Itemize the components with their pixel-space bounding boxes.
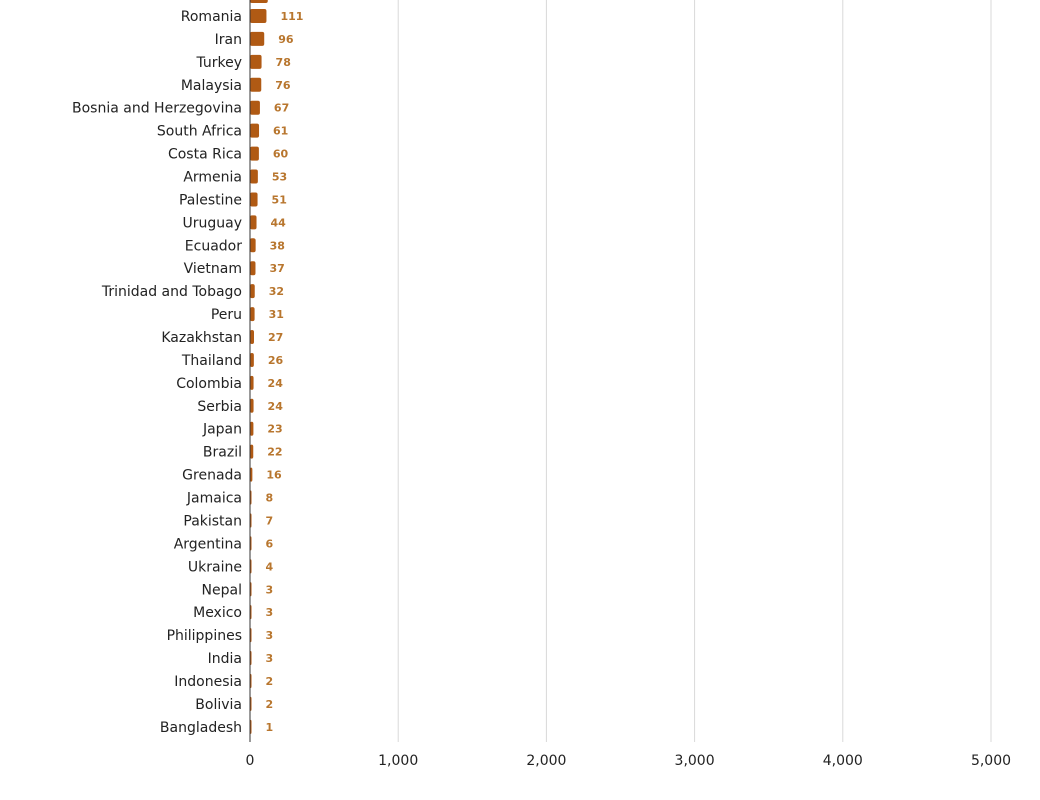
value-labels [266, 10, 304, 734]
category-label: Argentina [173, 536, 242, 553]
category-label: Brazil [202, 444, 242, 461]
value-label: 1 [265, 720, 274, 734]
category-label: Iran [214, 31, 242, 48]
value-label: 24 [267, 399, 283, 413]
category-label: Vietnam [183, 261, 242, 278]
bar [250, 78, 261, 92]
bar [250, 330, 254, 344]
value-label: 51 [271, 193, 287, 207]
category-label: Japan [202, 421, 242, 438]
bar [250, 147, 259, 161]
bar [250, 55, 262, 69]
value-label: 3 [265, 629, 274, 643]
bar [250, 215, 257, 229]
category-label: Thailand [181, 352, 242, 369]
value-label: 3 [265, 583, 274, 597]
category-label: Grenada [182, 467, 242, 484]
bar [250, 353, 254, 367]
category-label: Trinidad and Tobago [101, 284, 242, 301]
x-tick-label: 3,000 [674, 753, 715, 769]
value-label: 53 [271, 170, 288, 184]
x-tick-label: 5,000 [970, 753, 1012, 769]
value-label: 78 [275, 55, 291, 69]
bar [250, 192, 258, 206]
bar [250, 170, 258, 184]
gridlines [398, 0, 991, 742]
category-label: Uruguay [182, 215, 242, 232]
category-label: Malaysia [180, 77, 242, 94]
category-label: India [207, 651, 242, 668]
value-label: 32 [268, 285, 285, 299]
category-label: Serbia [197, 398, 242, 415]
x-tick-label: 0 [245, 753, 255, 769]
value-label: 23 [267, 422, 283, 436]
value-label: 7 [265, 514, 274, 528]
bar [250, 238, 256, 252]
value-label: 76 [275, 78, 291, 92]
bar [250, 399, 254, 413]
value-label: 2 [265, 697, 274, 711]
category-label: Pakistan [183, 513, 242, 530]
value-label: 16 [266, 468, 282, 482]
category-label: South Africa [156, 123, 242, 140]
value-label: 2 [265, 674, 274, 688]
category-label: Bolivia [195, 696, 242, 713]
x-tick-label: 4,000 [822, 753, 863, 769]
value-label: 22 [267, 445, 283, 459]
bar-cropped-top [250, 0, 268, 3]
value-label: 96 [278, 32, 294, 46]
category-labels [72, 9, 242, 736]
category-label: Peru [210, 307, 242, 324]
value-label: 37 [269, 262, 285, 276]
value-label: 26 [267, 353, 284, 367]
value-label: 67 [273, 101, 290, 115]
value-label: 3 [265, 652, 274, 666]
category-label: Costa Rica [167, 146, 242, 163]
value-label: 3 [265, 606, 274, 620]
category-label: Armenia [183, 169, 242, 186]
bar [250, 32, 264, 46]
value-label: 111 [280, 10, 304, 23]
x-axis-ticks [246, 753, 1012, 769]
value-label: 44 [270, 216, 286, 230]
bar [250, 9, 266, 23]
bar [250, 284, 255, 298]
value-label: 31 [268, 308, 284, 322]
category-label: Ecuador [184, 238, 242, 255]
category-label: Bangladesh [159, 719, 242, 736]
bar [250, 307, 255, 321]
category-label: Indonesia [174, 673, 242, 690]
value-label: 27 [268, 331, 284, 345]
bar [250, 124, 259, 138]
value-label: 60 [272, 147, 289, 161]
category-label: Mexico [193, 605, 242, 622]
bar [250, 101, 260, 115]
category-label: Kazakhstan [161, 330, 242, 347]
bars [250, 0, 268, 734]
bar [250, 422, 253, 436]
category-label: Jamaica [186, 490, 242, 507]
category-label: Romania [180, 9, 242, 25]
category-label: Palestine [178, 192, 242, 209]
category-label: Nepal [201, 582, 242, 599]
value-label: 24 [267, 376, 283, 390]
category-label: Ukraine [187, 559, 242, 576]
value-label: 4 [265, 560, 274, 574]
category-label: Bosnia and Herzegovina [72, 100, 242, 117]
category-label: Colombia [176, 375, 242, 392]
category-label: Philippines [166, 628, 242, 645]
x-tick-label: 1,000 [378, 753, 419, 769]
value-label: 38 [269, 239, 285, 253]
value-label: 61 [273, 124, 289, 138]
category-label: Turkey [196, 54, 242, 71]
value-label: 8 [265, 491, 274, 505]
bar [250, 376, 254, 390]
bar [250, 261, 255, 275]
value-label: 6 [265, 537, 274, 551]
x-tick-label: 2,000 [526, 753, 567, 769]
